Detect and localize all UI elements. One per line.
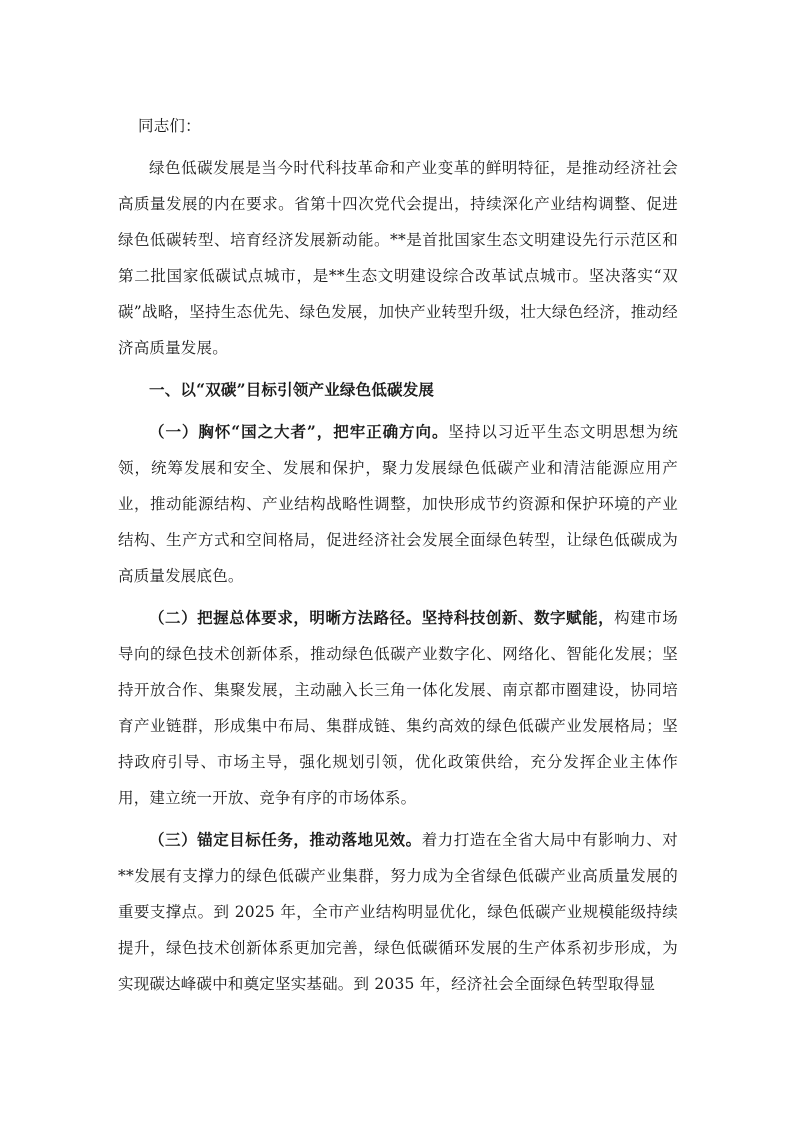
section-item-1 (118, 414, 678, 594)
section-heading: 一、以“双碳”目标引领产业绿色低碳发展 (149, 380, 435, 399)
section-item-2 (118, 600, 678, 816)
document-body (118, 108, 678, 1008)
salutation: 同志们： (138, 117, 201, 135)
intro-paragraph: 绿色低碳发展是当今时代科技革命和产业变革的鲜明特征，是推动经济社会高质量发展的内在要求。省第十四次党代会提出，持续深化产业结构调整、促进绿色低碳转型、培育经济发展新动能。**是首批国家生态文明建设先行示范区和第二批国家低碳试点城市，是**生态文明建设综合改革试点城市。坚决落实“双碳”战略，坚持生态优先、绿色发展，加快产业转型升级，壮大绿色经济，推动经济高质量发展。 (118, 159, 678, 357)
item-body: 着力打造在全省大局中有影响力、对**发展有支撑力的绿色低碳产业集群，努力成为全省绿色低碳产业高质量发展的重要支撑点。到 2025 年，全市产业结构明显优化，绿色低碳产业规模能级持续提升，绿色技术创新体系更加完善，绿色低碳循环发展的生产体系初步形成，为实现碳达峰碳中和奠定坚实基础。到 2035 年，经济社会全面绿色转型取得显 (118, 831, 678, 993)
item-lead: （三）锚定目标任务，推动落地见效。 (149, 830, 422, 849)
item-body: 构建市场导向的绿色技术创新体系，推动绿色低碳产业数字化、网络化、智能化发展；坚持开放合作、集聚发展，主动融入长三角一体化发展、南京都市圈建设，协同培育产业链群，形成集中布局、集群成链、集约高效的绿色低碳产业发展格局；坚持政府引导、市场主导，强化规划引领，优化政策供给，充分发挥企业主体作用，建立统一开放、竞争有序的市场体系。 (118, 609, 678, 807)
section-item-3 (118, 822, 678, 1002)
item-lead: （二）把握总体要求，明晰方法路径。坚持科技创新、数字赋能， (149, 608, 615, 627)
item-body: 坚持以习近平生态文明思想为统领，统筹发展和安全、发展和保护，聚力发展绿色低碳产业和清洁能源应用产业，推动能源结构、产业结构战略性调整，加快形成节约资源和保护环境的产业结构、生产方式和空间格局，促进经济社会发展全面绿色转型，让绿色低碳成为高质量发展底色。 (118, 423, 678, 585)
item-lead: （一）胸怀“国之大者”，把牢正确方向。 (149, 422, 449, 441)
